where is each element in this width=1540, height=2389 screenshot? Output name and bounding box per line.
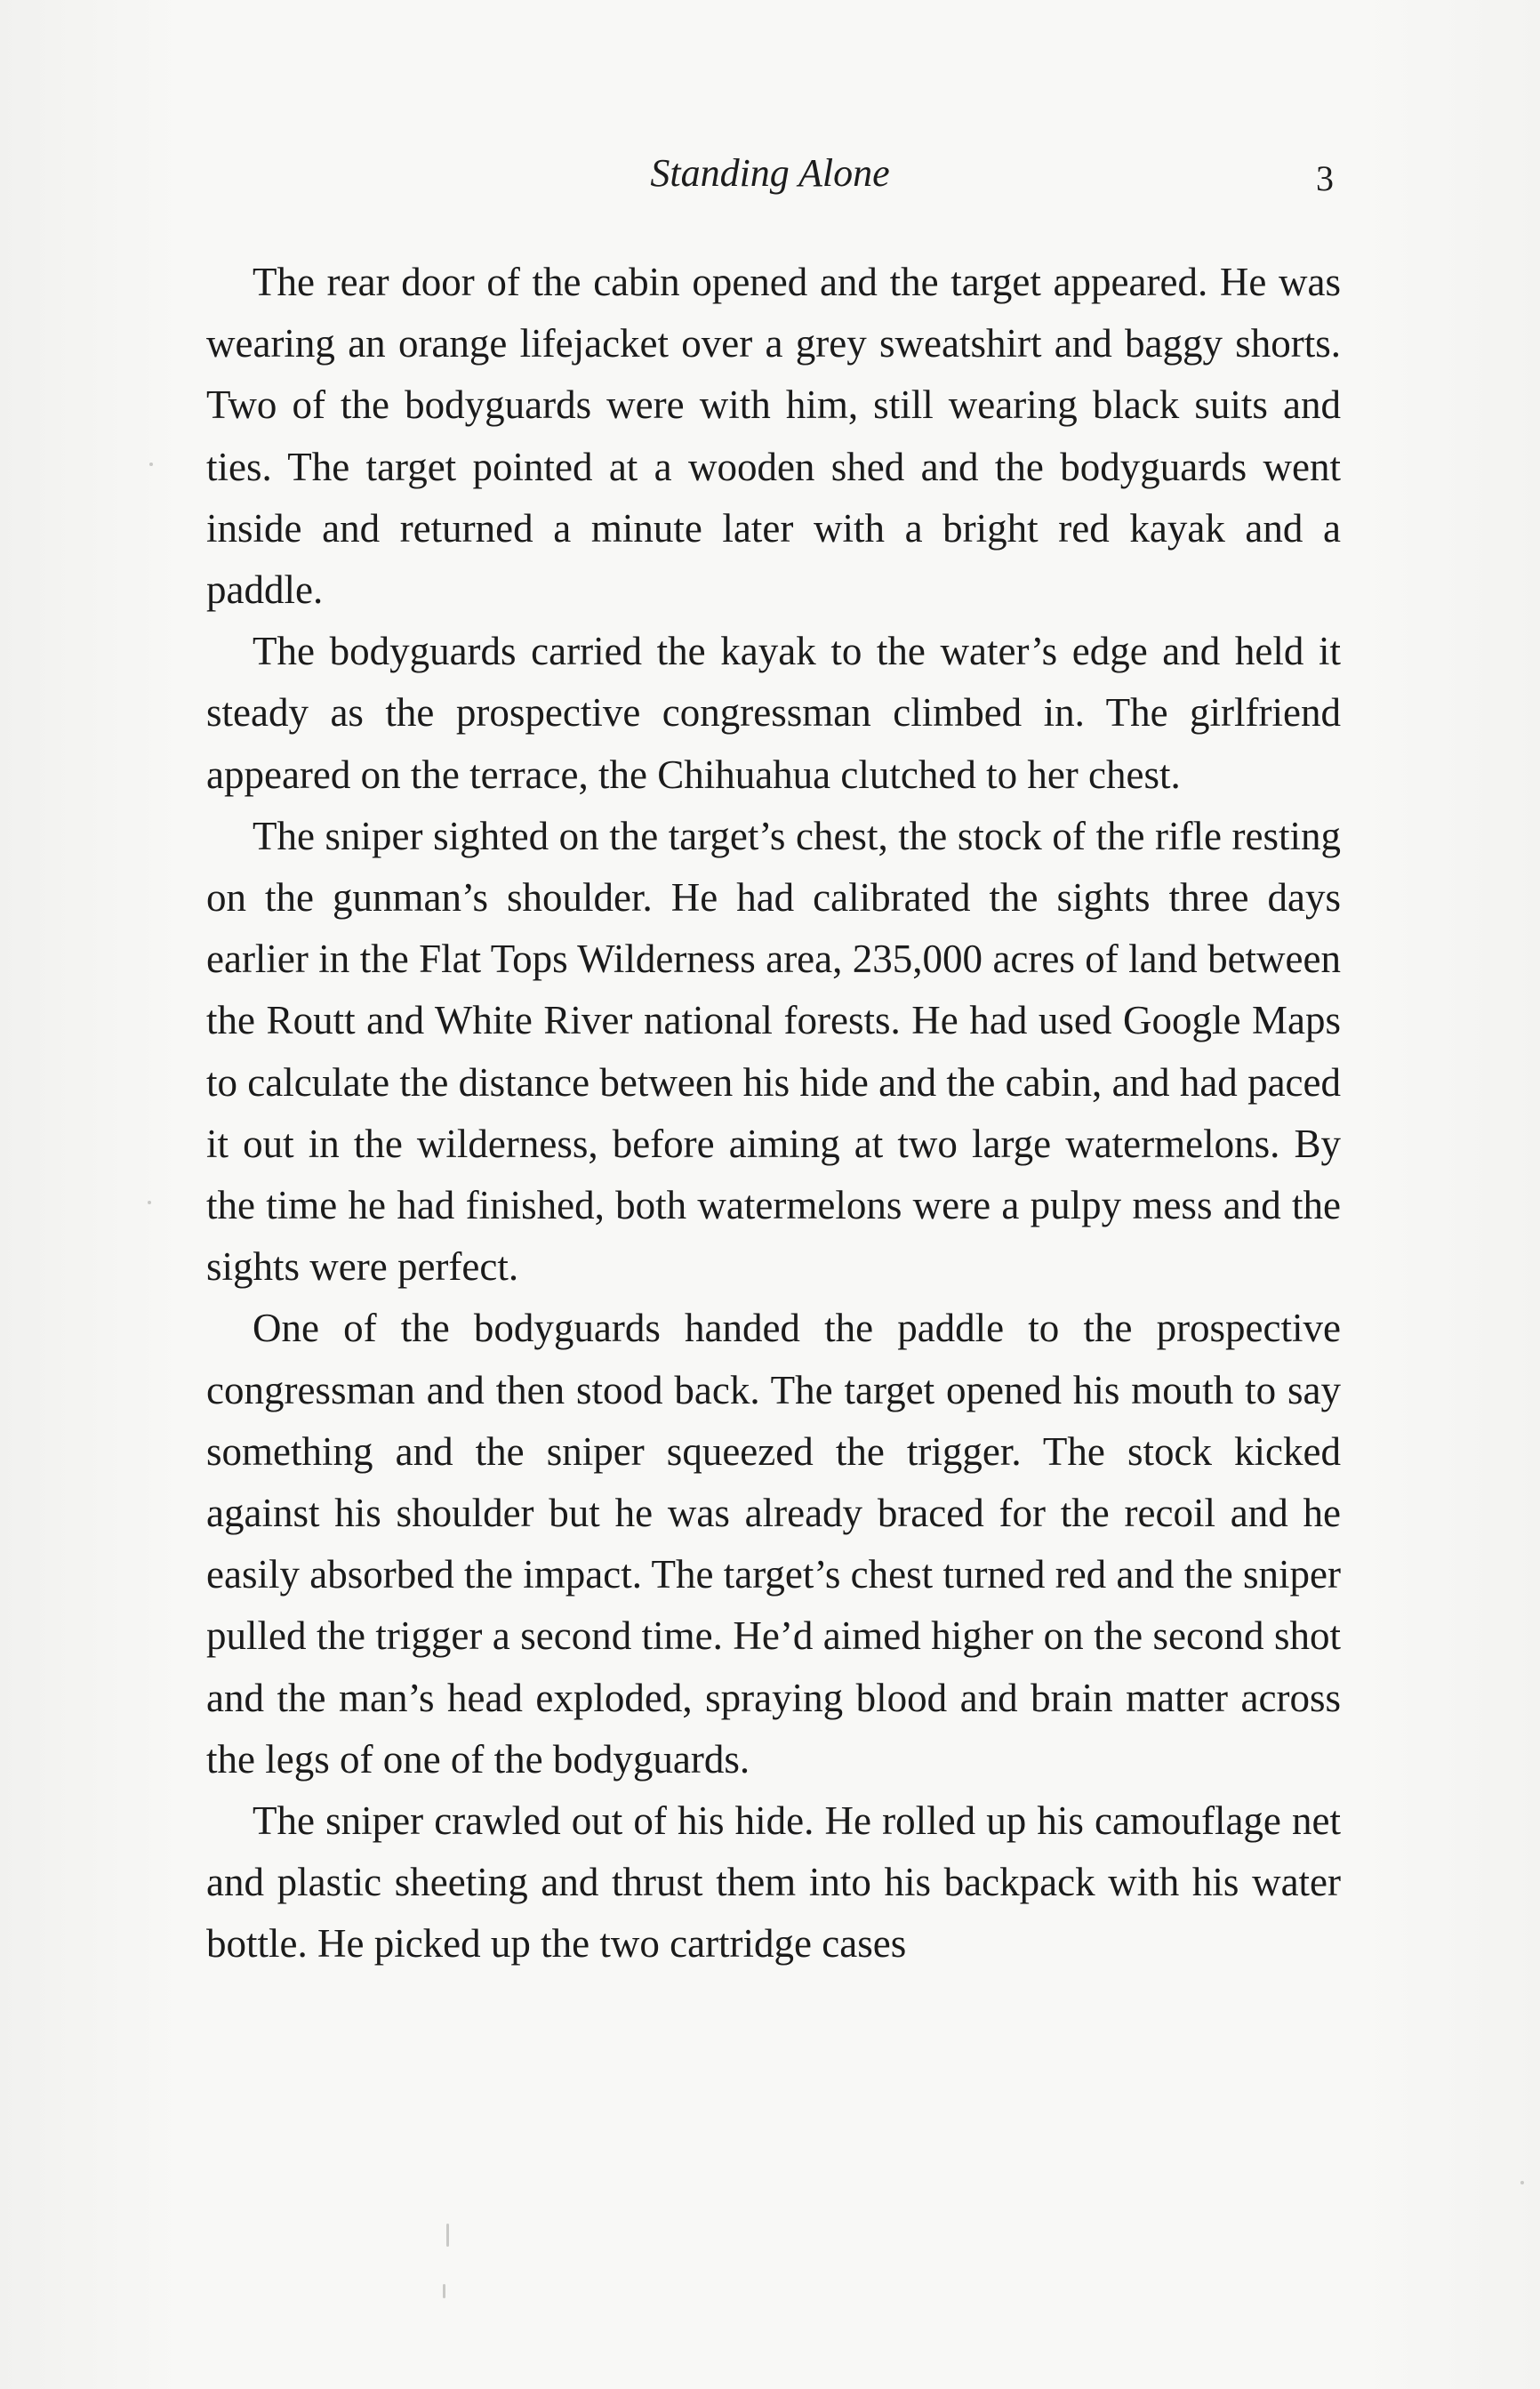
paragraph: The sniper sighted on the target’s chest, the stock of the rifle resting on the gunman’s shoulder. He had calibrated the sights three days earlier in the Flat Tops Wilderness area, 235,000 acres of land between the Routt and White River national forests. He had used Google Maps to calculate the distance between his hide and the cabin, and had paced it out in the wilderness, before aiming at two large watermelons. By the time he had finished, both watermelons were a pulpy mess and the sights were perfect.: [206, 813, 1341, 1290]
paper-speck: [443, 2284, 445, 2298]
paragraph: The sniper crawled out of his hide. He rolled up his camouflage net and plastic sheeting and thrust them into his backpack with his water bottle. He picked up the two cartridge cases: [206, 1798, 1341, 1967]
running-title: Standing Alone: [650, 151, 890, 195]
page-number: 3: [1316, 158, 1334, 198]
paper-speck: [149, 463, 153, 466]
paper-speck: [148, 1201, 151, 1204]
paragraph: The rear door of the cabin opened and the target appeared. He was wearing an orange lifejacket over a grey sweatshirt and baggy shorts. Two of the bodyguards were with him, still wearing black suits and ties. The target pointed at a wooden shed and the bodyguards went inside and returned a minute later with a bright red kayak and a paddle.: [206, 260, 1341, 613]
paragraph: The bodyguards carried the kayak to the water’s edge and held it steady as the prospective congressman climbed in. The girlfriend appeared on the terrace, the Chihuahua clutched to her chest.: [206, 629, 1341, 797]
paper-speck: [446, 2224, 449, 2247]
running-header: [0, 147, 1540, 200]
paragraph: One of the bodyguards handed the paddle to the prospective congressman and then stood back. The target opened his mouth to say something and the sniper squeezed the trigger. The stock kicked against his shoulder but he was already braced for the recoil and he easily absorbed the impact. The target’s chest turned red and the sniper pulled the trigger a second time. He’d aimed higher on the second shot and the man’s head exploded, spraying blood and brain matter across the legs of one of the bodyguards.: [206, 1306, 1341, 1782]
paper-speck: [1520, 2181, 1524, 2184]
body-text: [206, 252, 1341, 1975]
